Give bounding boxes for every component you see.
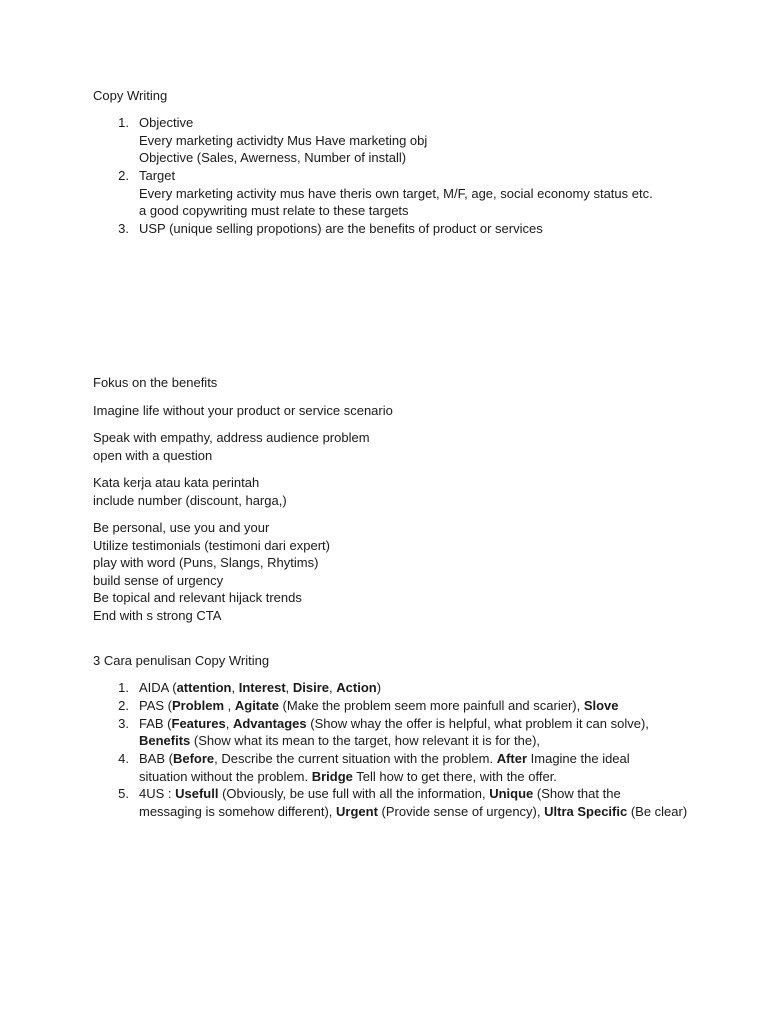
list-item-fab: FAB (Features, Advantages (Show whay the offer is helpful, what problem it can solve), [139,715,649,731]
list-number: 3. [118,221,129,236]
list-number: 3. [118,715,129,731]
paragraph-empathy: Speak with empathy, address audience problem [93,430,370,445]
list-number: 2. [118,698,129,713]
list-item-usp: USP (unique selling propotions) are the benefits of product or services [139,221,543,236]
list-item-4us-line: messaging is somehow different), Urgent (Provide sense of urgency), Ultra Specific (Be clear) [139,803,688,819]
list-number: 2. [118,168,129,183]
list-item-objective-line: Objective (Sales, Awerness, Number of install) [139,150,407,165]
heading-3-cara: 3 Cara penulisan Copy Writing [93,653,270,668]
list-number: 4. [118,751,129,766]
paragraph-line: Be topical and relevant hijack trends [93,590,302,605]
list-item-pas: PAS (Problem , Agitate (Make the problem seem more painfull and scarier), Slove [139,698,619,713]
paragraph-line: build sense of urgency [93,572,224,588]
paragraph-fokus: Fokus on the benefits [93,375,218,390]
heading-copy-writing: Copy Writing [93,88,168,103]
list-item-target-line: Every marketing activity mus have theris own target, M/F, age, social economy status etc. [139,185,653,201]
list-item-aida: AIDA (attention, Interest, Disire, Action) [139,680,382,695]
list-number: 5. [118,786,129,801]
list-item-objective-title: Objective [139,115,194,130]
paragraph-line: play with word (Puns, Slangs, Rhytims) [93,555,319,570]
paragraph-line: Utilize testimonials (testimoni dari expert) [93,537,330,553]
list-item-4us: 4US : Usefull (Obviously, be use full with all the information, Unique (Show that the [139,786,621,801]
paragraph-question: open with a question [93,447,213,463]
list-item-fab-line: Benefits (Show what its mean to the target, how relevant it is for the), [139,733,541,748]
paragraph-line: End with s strong CTA [93,607,222,623]
list-item-target-title: Target [139,168,176,183]
list-number: 1. [118,680,129,695]
list-item-bab-line: situation without the problem. Bridge Tell how to get there, with the offer. [139,768,557,784]
paragraph-kata-kerja: Kata kerja atau kata perintah [93,475,260,490]
list-item-objective-line: Every marketing actividty Mus Have marketing obj [139,132,428,148]
paragraph-imagine: Imagine life without your product or service scenario [93,403,393,418]
list-item-target-line: a good copywriting must relate to these targets [139,203,409,218]
list-item-bab: BAB (Before, Describe the current situation with the problem. After Imagine the ideal [139,751,630,766]
list-number: 1. [118,115,129,130]
paragraph-line: Be personal, use you and your [93,520,270,535]
paragraph-include-number: include number (discount, harga,) [93,492,287,508]
